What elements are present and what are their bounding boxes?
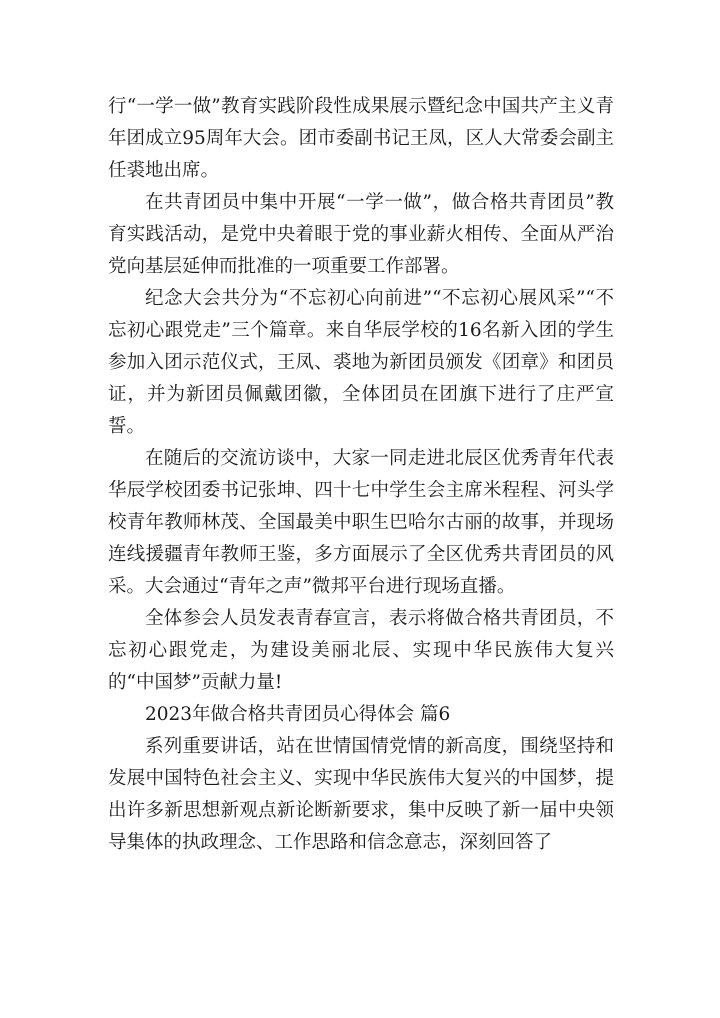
paragraph-5: 全体参会人员发表青春宣言，表示将做合格共青团员，不忘初心跟党走，为建设美丽北辰、实现中华民族伟大复兴的“中国梦”贡献力量! [108, 608, 614, 693]
section-heading: 2023年做合格共青团员心得体会 篇6 [145, 704, 451, 725]
paragraph-6: 系列重要讲话，站在世情国情党情的新高度，围绕坚持和发展中国特色社会主义、实现中华民族伟大复兴的中国梦，提出许多新思想新观点新论断新要求，集中反映了新一届中央领导集体的执政理念、工作思路和信念意志，深刻回答了 [108, 736, 614, 853]
document-body [108, 91, 614, 859]
paragraph-2: 在共青团员中集中开展“一学一做”，做合格共青团员”教育实践活动，是党中央着眼于党的事业薪火相传、全面从严治党向基层延伸而批准的一项重要工作部署。 [108, 192, 614, 277]
paragraph-1: 行“一学一做”教育实践阶段性成果展示暨纪念中国共产主义青年团成立95周年大会。团市委副书记王凤，区人大常委会副主任裘地出席。 [108, 96, 614, 181]
paragraph-3: 纪念大会共分为“不忘初心向前进”“不忘初心展风采”“不忘初心跟党走”三个篇章。来自华辰学校的16名新入团的学生参加入团示范仪式，王凤、裘地为新团员颁发《团章》和团员证，并为新团员佩戴团徽，全体团员在团旗下进行了庄严宣誓。 [108, 288, 614, 437]
paragraph-4: 在随后的交流访谈中，大家一同走进北辰区优秀青年代表华辰学校团委书记张坤、四十七中学生会主席米程程、河头学校青年教师林茂、全国最美中职生巴哈尔古丽的故事，并现场连线援疆青年教师王鉴，多方面展示了全区优秀共青团员的风采。大会通过“青年之声”微邦平台进行现场直播。 [108, 448, 614, 597]
